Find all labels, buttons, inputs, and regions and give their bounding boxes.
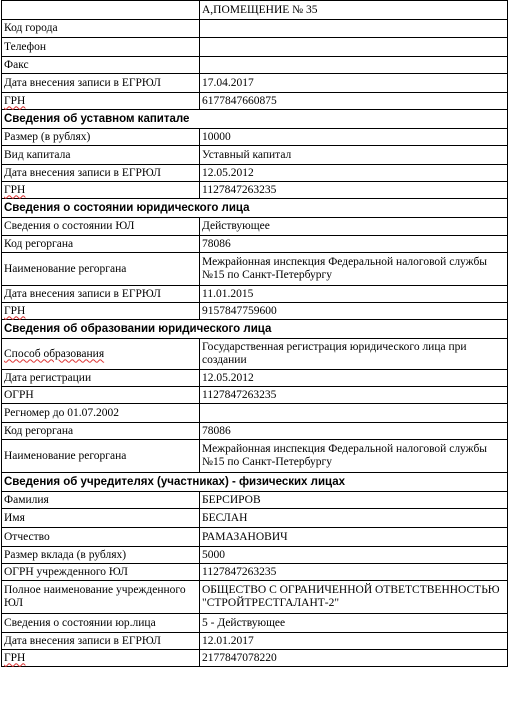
field-label: ГРН (2, 93, 200, 110)
field-value: Государственная регистрация юридического лица при создании (200, 339, 508, 370)
table-row (2, 581, 508, 614)
field-label: Факс (2, 57, 200, 74)
table-row (2, 57, 508, 74)
field-label: Дата внесения записи в ЕГРЮЛ (2, 74, 200, 93)
field-label: ГРН (2, 650, 200, 667)
table-row (2, 129, 508, 146)
section-heading-row (2, 320, 508, 339)
section-heading-row (2, 199, 508, 218)
table-row (2, 492, 508, 509)
field-label: Дата регистрации (2, 370, 200, 387)
field-label: Сведения о состоянии ЮЛ (2, 218, 200, 236)
section-title-founders: Сведения об учредителях (участниках) - физических лицах (2, 473, 508, 492)
table-row (2, 440, 508, 473)
section-title-formation: Сведения об образовании юридического лица (2, 320, 508, 339)
table-row (2, 614, 508, 633)
table-row (2, 547, 508, 564)
field-value: 9157847759600 (200, 303, 508, 320)
field-label: Код города (2, 20, 200, 38)
field-label: Имя (2, 509, 200, 528)
field-value (200, 20, 508, 38)
field-label: Вид капитала (2, 146, 200, 165)
field-value: РАМАЗАНОВИЧ (200, 528, 508, 547)
field-label (2, 1, 200, 20)
field-value: БЕРСИРОВ (200, 492, 508, 509)
section-title-status: Сведения о состоянии юридического лица (2, 199, 508, 218)
field-value: БЕСЛАН (200, 509, 508, 528)
field-value: 11.01.2015 (200, 286, 508, 303)
table-row (2, 528, 508, 547)
table-row (2, 74, 508, 93)
field-value (200, 57, 508, 74)
table-row (2, 218, 508, 236)
field-label: ОГРН учрежденного ЮЛ (2, 564, 200, 581)
egrul-table (1, 0, 508, 667)
field-label: Отчество (2, 528, 200, 547)
field-value: Межрайонная инспекция Федеральной налоговой службы №15 по Санкт-Петербургу (200, 253, 508, 286)
table-row (2, 93, 508, 110)
field-value (200, 38, 508, 57)
field-value: 17.04.2017 (200, 74, 508, 93)
table-row (2, 387, 508, 404)
field-label: Фамилия (2, 492, 200, 509)
table-row (2, 404, 508, 423)
table-row (2, 370, 508, 387)
table-row (2, 303, 508, 320)
field-value: А,ПОМЕЩЕНИЕ № 35 (200, 1, 508, 20)
table-row (2, 339, 508, 370)
field-label: Размер вклада (в рублях) (2, 547, 200, 564)
field-value: 12.05.2012 (200, 370, 508, 387)
section-heading-row (2, 473, 508, 492)
field-value: 1127847263235 (200, 182, 508, 199)
table-row (2, 165, 508, 182)
field-value: Межрайонная инспекция Федеральной налоговой службы №15 по Санкт-Петербургу (200, 440, 508, 473)
field-value: 78086 (200, 236, 508, 253)
field-value: Уставный капитал (200, 146, 508, 165)
table-row (2, 650, 508, 667)
field-value: ОБЩЕСТВО С ОГРАНИЧЕННОЙ ОТВЕТСТВЕННОСТЬЮ "СТРОЙТРЕСТГАЛАНТ-2" (200, 581, 508, 614)
table-row (2, 20, 508, 38)
table-row (2, 633, 508, 650)
field-label: Дата внесения записи в ЕГРЮЛ (2, 286, 200, 303)
field-label: Полное наименование учрежденного ЮЛ (2, 581, 200, 614)
table-row (2, 236, 508, 253)
table-row (2, 38, 508, 57)
field-label: ГРН (2, 182, 200, 199)
field-label: Наименование регоргана (2, 253, 200, 286)
field-value: 2177847078220 (200, 650, 508, 667)
field-value: 78086 (200, 423, 508, 440)
table-row (2, 286, 508, 303)
field-label: Дата внесения записи в ЕГРЮЛ (2, 633, 200, 650)
field-value: 5000 (200, 547, 508, 564)
field-label: Телефон (2, 38, 200, 57)
field-value (200, 404, 508, 423)
field-label: ОГРН (2, 387, 200, 404)
table-row (2, 423, 508, 440)
field-label: Код регоргана (2, 423, 200, 440)
field-value: 12.05.2012 (200, 165, 508, 182)
field-value: 5 - Действующее (200, 614, 508, 633)
field-label: Код регоргана (2, 236, 200, 253)
table-row (2, 509, 508, 528)
field-value: 6177847660875 (200, 93, 508, 110)
field-label: Дата внесения записи в ЕГРЮЛ (2, 165, 200, 182)
field-label: Размер (в рублях) (2, 129, 200, 146)
table-row (2, 146, 508, 165)
section-title-capital: Сведения об уставном капитале (2, 110, 508, 129)
field-label: Способ образования (2, 339, 200, 370)
field-value: Действующее (200, 218, 508, 236)
field-value: 1127847263235 (200, 564, 508, 581)
table-row (2, 564, 508, 581)
table-row (2, 253, 508, 286)
field-label: Сведения о состоянии юр.лица (2, 614, 200, 633)
field-label: Наименование регоргана (2, 440, 200, 473)
table-row (2, 1, 508, 20)
field-label: ГРН (2, 303, 200, 320)
section-heading-row (2, 110, 508, 129)
field-value: 10000 (200, 129, 508, 146)
table-row (2, 182, 508, 199)
field-label: Регномер до 01.07.2002 (2, 404, 200, 423)
field-value: 12.01.2017 (200, 633, 508, 650)
field-value: 1127847263235 (200, 387, 508, 404)
